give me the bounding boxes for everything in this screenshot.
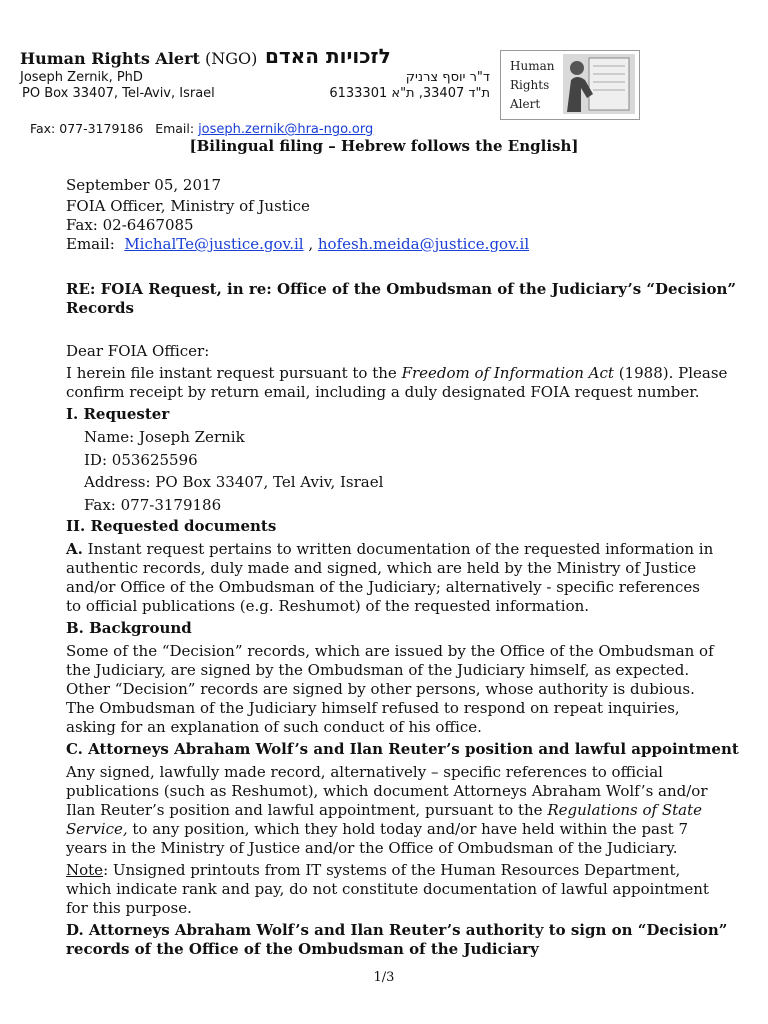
org-name-hebrew: לזכויות האדם: [265, 44, 391, 68]
subject-line-2: Records: [66, 299, 134, 317]
recipient-title: FOIA Officer, Ministry of Justice: [66, 197, 310, 215]
section-2c-text-3a: Ilan Reuter’s position and lawful appointment, pursuant to the: [66, 801, 548, 819]
org-title: [20, 49, 257, 68]
section-2c-text-4b: to any position, which they hold today and/or have held within the past 7: [127, 820, 689, 838]
note-line-1: [66, 861, 680, 880]
logo-text-rights: Rights: [510, 78, 550, 92]
letter-date: September 05, 2017: [66, 176, 222, 194]
section-2b-line-3: Other “Decision” records are signed by other persons, whose authority is dubious.: [66, 680, 695, 698]
section-2-heading: II. Requested documents: [66, 517, 277, 535]
section-2c-line-4: [66, 820, 688, 839]
section-2b-line-2: the Judiciary, are signed by the Ombudsman of the Judiciary himself, as expected.: [66, 661, 690, 679]
recipient-email-link-2[interactable]: hofesh.meida@justice.gov.il: [317, 235, 530, 253]
address-hebrew: ת"ד 33407, ת"א 6133301: [329, 86, 490, 101]
page-number: 1/3: [373, 970, 395, 985]
note-label: Note: [66, 861, 104, 879]
subject-line-1: RE: FOIA Request, in re: Office of the Ombudsman of the Judiciary’s “Decision”: [66, 280, 737, 298]
section-2a-line-2: authentic records, duly made and signed, which are held by the Ministry of Justice: [66, 559, 697, 577]
section-2a-line-1: [66, 540, 713, 559]
section-2a-line-3: and/or Office of the Ombudsman of the Judiciary; alternatively - specific references: [66, 578, 700, 596]
section-2b-heading: B. Background: [66, 619, 192, 637]
requester-name: Name: Joseph Zernik: [84, 428, 245, 446]
author-name: Joseph Zernik, PhD: [20, 70, 143, 85]
intro-line-1: [66, 364, 727, 383]
logo-text-human: Human: [510, 59, 555, 73]
section-2c-line-3: [66, 801, 702, 820]
section-2a-text-1: Instant request pertains to written documentation of the requested information in: [82, 540, 714, 558]
logo-text-alert: Alert: [510, 97, 541, 111]
section-2c-line-2: publications (such as Reshumot), which document Attorneys Abraham Wolf’s and/or: [66, 782, 708, 800]
fax-email-label: Fax: 077-3179186 Email:: [29, 121, 199, 136]
section-2a-line-4: to official publications (e.g. Reshumot) of the requested information.: [66, 597, 590, 615]
logo: [500, 50, 640, 120]
salutation: Dear FOIA Officer:: [66, 342, 210, 360]
logo-photo-icon: [563, 54, 635, 114]
section-2c-line-5: years in the Ministry of Justice and/or the Office of Ombudsman of the Judiciary.: [66, 839, 678, 857]
bilingual-note: [Bilingual filing – Hebrew follows the English]: [189, 137, 579, 155]
header-email-link[interactable]: joseph.zernik@hra-ngo.org: [198, 122, 374, 137]
section-1-heading: I. Requester: [66, 405, 170, 423]
intro-text-b: (1988). Please: [613, 364, 728, 382]
section-2b-line-4: The Ombudsman of the Judiciary himself refused to respond on repeat inquiries,: [66, 699, 680, 717]
recipient-email-link-1[interactable]: MichalTe@justice.gov.il: [124, 235, 304, 253]
intro-text-a: I herein file instant request pursuant to the: [66, 364, 402, 382]
note-line-2: which indicate rank and pay, do not constitute documentation of lawful appointment: [66, 880, 709, 898]
section-2c-line-1: Any signed, lawfully made record, alternatively – specific references to official: [66, 763, 663, 781]
recipient-email-label: Email:: [66, 235, 125, 253]
logo-photo-image: [563, 54, 635, 114]
section-2c-heading: C. Attorneys Abraham Wolf’s and Ilan Reuter’s position and lawful appointment: [66, 740, 739, 758]
regulations-title-cont: Service,: [66, 820, 128, 838]
intro-line-2: confirm receipt by return email, including a duly designated FOIA request number.: [66, 383, 700, 401]
note-line-3: for this purpose.: [66, 899, 192, 917]
note-text-1: : Unsigned printouts from IT systems of the Human Resources Department,: [103, 861, 681, 879]
requester-address: Address: PO Box 33407, Tel Aviv, Israel: [84, 473, 384, 491]
section-2d-heading-2: records of the Office of the Ombudsman of the Judiciary: [66, 940, 539, 958]
address-english: PO Box 33407, Tel-Aviv, Israel: [22, 86, 215, 101]
org-ngo: (NGO): [199, 49, 258, 68]
requester-fax: Fax: 077-3179186: [84, 496, 222, 514]
email-separator: ,: [303, 235, 318, 253]
intro-act-name: Freedom of Information Act: [401, 364, 614, 382]
contact-line: [22, 106, 373, 137]
org-name: Human Rights Alert: [20, 49, 200, 68]
author-name-hebrew: ד"ר יוסף צרניק: [405, 70, 490, 85]
recipient-email-line: [66, 235, 529, 254]
recipient-fax: Fax: 02-6467085: [66, 216, 194, 234]
section-2d-heading-1: D. Attorneys Abraham Wolf’s and Ilan Reuter’s authority to sign on “Decision”: [66, 921, 728, 939]
regulations-title: Regulations of State: [547, 801, 702, 819]
section-2a-label: A.: [66, 540, 83, 558]
section-2b-line-5: asking for an explanation of such conduct of his office.: [66, 718, 482, 736]
requester-id: ID: 053625596: [84, 451, 198, 469]
section-2b-line-1: Some of the “Decision” records, which are issued by the Office of the Ombudsman of: [66, 642, 714, 660]
